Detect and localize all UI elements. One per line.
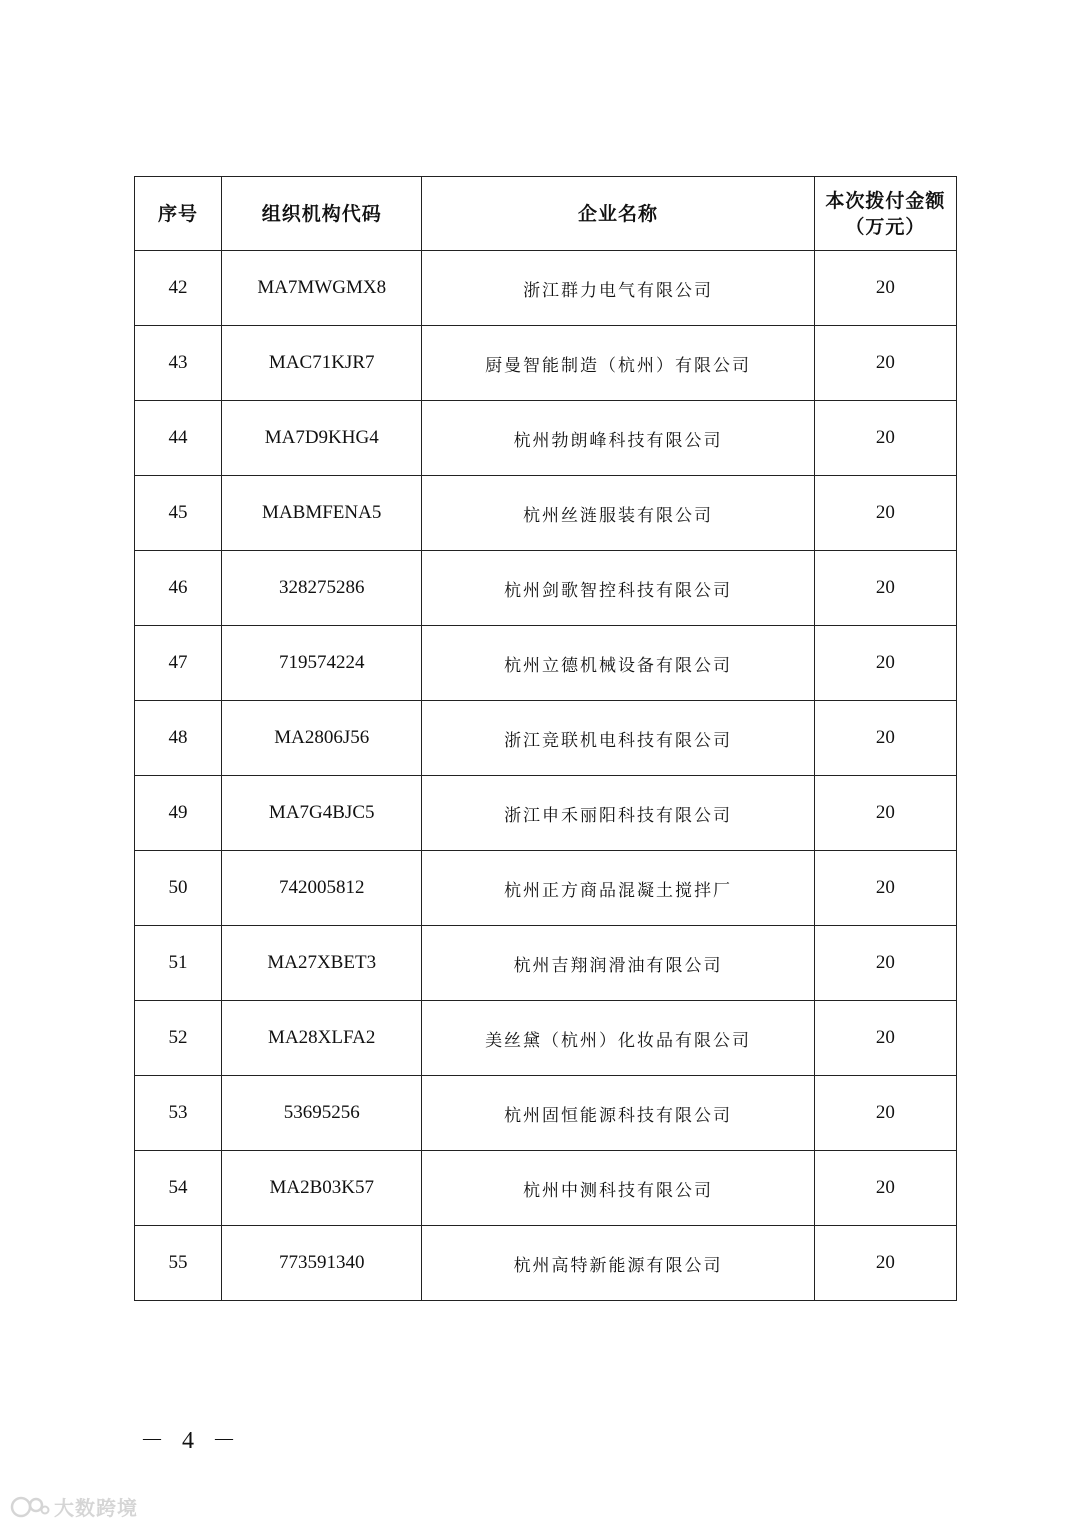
enterprise-table-container bbox=[134, 176, 957, 1301]
cell-seq: 43 bbox=[135, 326, 222, 401]
cell-seq: 48 bbox=[135, 701, 222, 776]
cell-name: 厨曼智能制造（杭州）有限公司 bbox=[422, 326, 814, 401]
cell-name: 美丝黛（杭州）化妆品有限公司 bbox=[422, 1001, 814, 1076]
cell-name: 杭州勃朗峰科技有限公司 bbox=[422, 401, 814, 476]
cell-seq: 49 bbox=[135, 776, 222, 851]
cell-code: MA7D9KHG4 bbox=[222, 401, 422, 476]
header-amount-line2: （万元） bbox=[845, 215, 926, 238]
cell-name: 杭州丝涟服装有限公司 bbox=[422, 476, 814, 551]
cell-seq: 42 bbox=[135, 251, 222, 326]
header-amount-line1: 本次拨付金额 bbox=[825, 189, 946, 212]
table-row bbox=[135, 701, 957, 776]
cell-name: 杭州固恒能源科技有限公司 bbox=[422, 1076, 814, 1151]
cell-amount: 20 bbox=[814, 776, 956, 851]
table-row bbox=[135, 1076, 957, 1151]
cell-amount: 20 bbox=[814, 926, 956, 1001]
cell-code: MABMFENA5 bbox=[222, 476, 422, 551]
cell-amount: 20 bbox=[814, 401, 956, 476]
cell-amount: 20 bbox=[814, 626, 956, 701]
header-amount bbox=[814, 177, 956, 251]
cell-amount: 20 bbox=[814, 326, 956, 401]
cell-code: MA7G4BJC5 bbox=[222, 776, 422, 851]
cell-amount: 20 bbox=[814, 1226, 956, 1301]
cell-code: MA7MWGMX8 bbox=[222, 251, 422, 326]
cell-seq: 53 bbox=[135, 1076, 222, 1151]
table-row bbox=[135, 851, 957, 926]
cell-amount: 20 bbox=[814, 476, 956, 551]
cell-seq: 44 bbox=[135, 401, 222, 476]
cell-name: 杭州剑歌智控科技有限公司 bbox=[422, 551, 814, 626]
table-row bbox=[135, 251, 957, 326]
cell-code: MA2B03K57 bbox=[222, 1151, 422, 1226]
cell-name: 浙江竞联机电科技有限公司 bbox=[422, 701, 814, 776]
cell-seq: 46 bbox=[135, 551, 222, 626]
enterprise-table bbox=[134, 176, 957, 1301]
table-row bbox=[135, 326, 957, 401]
cell-amount: 20 bbox=[814, 1001, 956, 1076]
cell-name: 浙江群力电气有限公司 bbox=[422, 251, 814, 326]
table-row bbox=[135, 1001, 957, 1076]
cell-amount: 20 bbox=[814, 251, 956, 326]
table-row bbox=[135, 776, 957, 851]
table-row bbox=[135, 1226, 957, 1301]
header-code: 组织机构代码 bbox=[222, 177, 422, 251]
table-row bbox=[135, 476, 957, 551]
cell-name: 杭州吉翔润滑油有限公司 bbox=[422, 926, 814, 1001]
cell-name: 浙江申禾丽阳科技有限公司 bbox=[422, 776, 814, 851]
cell-seq: 51 bbox=[135, 926, 222, 1001]
cell-code: MAC71KJR7 bbox=[222, 326, 422, 401]
cell-code: 719574224 bbox=[222, 626, 422, 701]
page-number: － 4 － bbox=[140, 1428, 242, 1454]
cell-amount: 20 bbox=[814, 851, 956, 926]
brand-logo-icon bbox=[10, 1494, 50, 1520]
cell-seq: 47 bbox=[135, 626, 222, 701]
watermark bbox=[10, 1492, 138, 1521]
cell-name: 杭州高特新能源有限公司 bbox=[422, 1226, 814, 1301]
cell-code: 773591340 bbox=[222, 1226, 422, 1301]
cell-code: MA28XLFA2 bbox=[222, 1001, 422, 1076]
cell-code: MA2806J56 bbox=[222, 701, 422, 776]
cell-seq: 52 bbox=[135, 1001, 222, 1076]
table-row bbox=[135, 401, 957, 476]
table-row bbox=[135, 926, 957, 1001]
cell-amount: 20 bbox=[814, 1151, 956, 1226]
table-row bbox=[135, 551, 957, 626]
cell-amount: 20 bbox=[814, 1076, 956, 1151]
cell-name: 杭州正方商品混凝土搅拌厂 bbox=[422, 851, 814, 926]
table-row bbox=[135, 1151, 957, 1226]
cell-seq: 54 bbox=[135, 1151, 222, 1226]
cell-seq: 45 bbox=[135, 476, 222, 551]
table-header-row bbox=[135, 177, 957, 251]
cell-amount: 20 bbox=[814, 551, 956, 626]
cell-code: 53695256 bbox=[222, 1076, 422, 1151]
cell-code: 742005812 bbox=[222, 851, 422, 926]
cell-code: 328275286 bbox=[222, 551, 422, 626]
header-name: 企业名称 bbox=[422, 177, 814, 251]
cell-amount: 20 bbox=[814, 701, 956, 776]
cell-name: 杭州立德机械设备有限公司 bbox=[422, 626, 814, 701]
watermark-text: 大数跨境 bbox=[54, 1496, 138, 1520]
table-row bbox=[135, 626, 957, 701]
cell-code: MA27XBET3 bbox=[222, 926, 422, 1001]
cell-seq: 50 bbox=[135, 851, 222, 926]
cell-seq: 55 bbox=[135, 1226, 222, 1301]
header-seq: 序号 bbox=[135, 177, 222, 251]
cell-name: 杭州中测科技有限公司 bbox=[422, 1151, 814, 1226]
